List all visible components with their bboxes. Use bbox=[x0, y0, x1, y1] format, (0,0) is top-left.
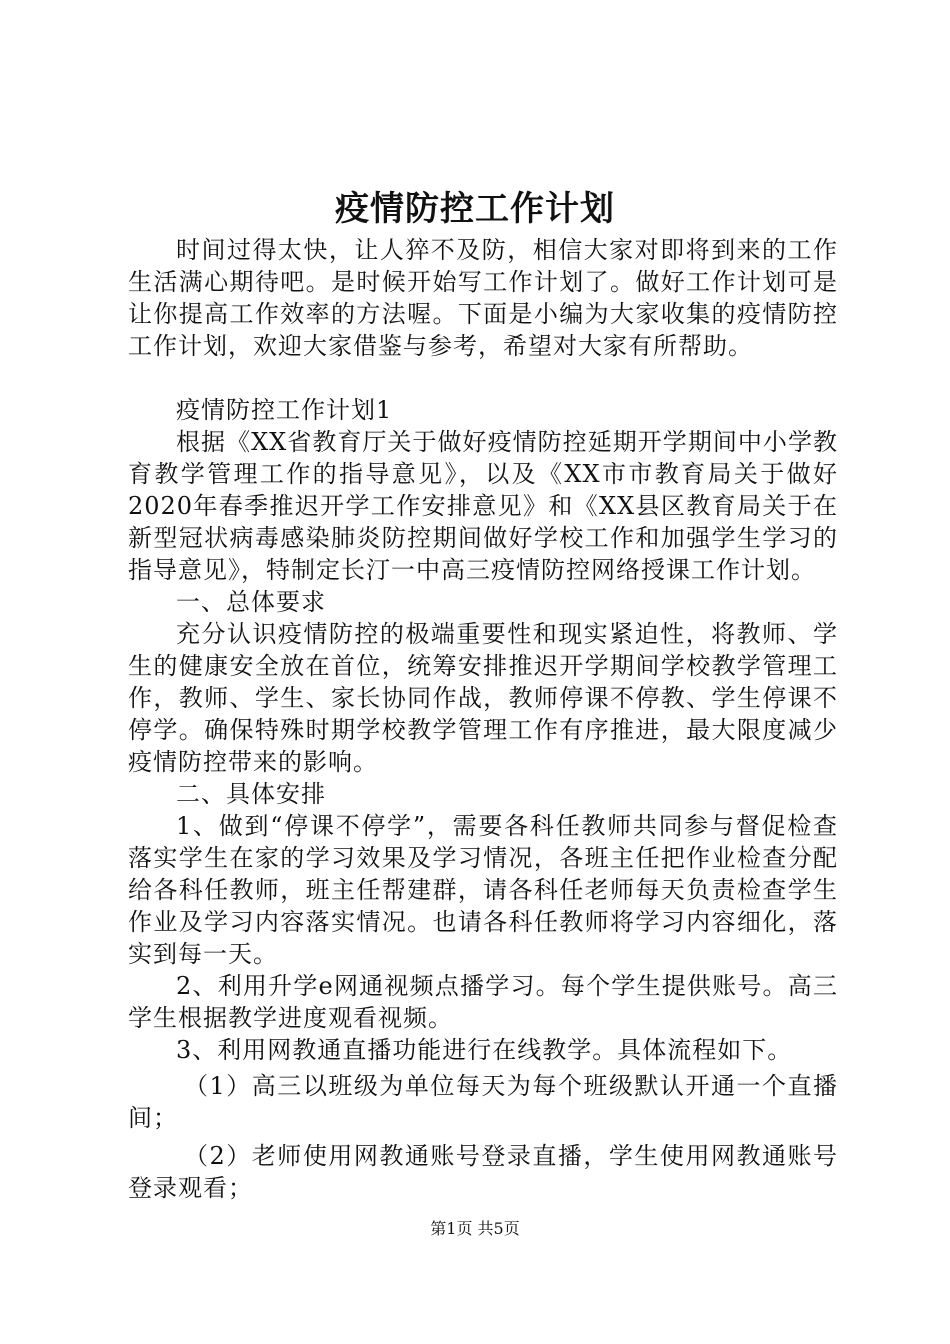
section-heading-general-requirements: 一、总体要求 bbox=[176, 588, 326, 616]
intro-paragraph: 时间过得太快，让人猝不及防，相信大家对即将到来的工作生活满心期待吧。是时候开始写工作计划了。做好工作计划可是让你提高工作效率的方法喔。下面是小编为大家收集的疫情防控工作计划，欢迎大家借鉴与参考，希望对大家有所帮助。 bbox=[128, 236, 838, 360]
arrangement-item-2: 2、利用升学e网通视频点播学习。每个学生提供账号。高三学生根据教学进度观看视频。 bbox=[128, 972, 838, 1032]
sub-item-1: （1）高三以班级为单位每天为每个班级默认开通一个直播间； bbox=[128, 1072, 838, 1132]
document-body bbox=[128, 234, 838, 1204]
section-heading-plan-1: 疫情防控工作计划1 bbox=[176, 396, 393, 424]
page-number-footer: 第1页 共5页 bbox=[430, 1219, 520, 1238]
arrangement-item-1: 1、做到“停课不停学”，需要各科任教师共同参与督促检查落实学生在家的学习效果及学习情况，各班主任把作业检查分配给各科任教师，班主任帮建群，请各科任老师每天负责检查学生作业及学习内容落实情况。也请各科任教师将学习内容细化，落实到每一天。 bbox=[128, 812, 838, 968]
arrangement-item-3: 3、利用网教通直播功能进行在线教学。具体流程如下。 bbox=[176, 1036, 793, 1064]
basis-paragraph: 根据《XX省教育厅关于做好疫情防控延期开学期间中小学教育教学管理工作的指导意见》，以及《XX市市教育局关于做好2020年春季推迟开学工作安排意见》和《XX县区教育局关于在新型冠状病毒感染肺炎防控期间做好学校工作和加强学生学习的指导意见》，特制定长汀一中高三疫情防控网络授课工作计划。 bbox=[128, 428, 838, 584]
document-title: 疫情防控工作计划 bbox=[335, 189, 615, 229]
section-heading-specific-arrangements: 二、具体安排 bbox=[176, 780, 326, 808]
sub-item-2: （2）老师使用网教通账号登录直播，学生使用网教通账号登录观看； bbox=[128, 1142, 838, 1202]
requirements-paragraph: 充分认识疫情防控的极端重要性和现实紧迫性，将教师、学生的健康安全放在首位，统筹安排推迟开学期间学校教学管理工作，教师、学生、家长协同作战，教师停课不停教、学生停课不停学。确保特殊时期学校教学管理工作有序推进，最大限度减少疫情防控带来的影响。 bbox=[128, 620, 838, 776]
